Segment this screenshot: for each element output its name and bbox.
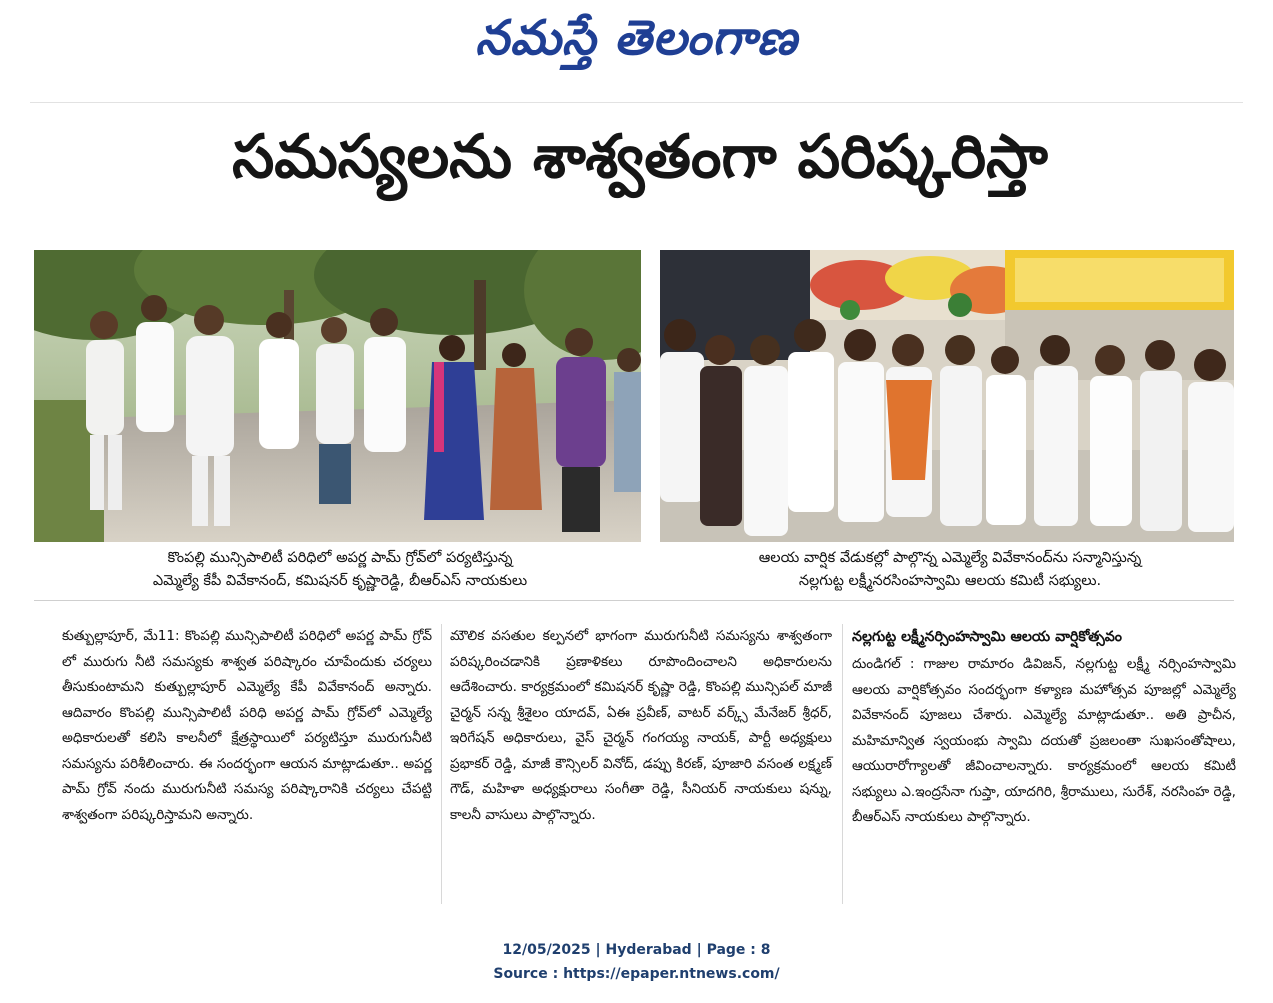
edition-info: 12/05/2025 | Hyderabad | Page : 8 (502, 942, 771, 958)
column-divider (842, 624, 843, 904)
newspaper-masthead: నమస్తే తెలంగాణ (475, 10, 798, 66)
page-footer (0, 938, 1273, 986)
caption-line: ఆలయ వార్షిక వేడుకల్లో పాల్గొన్న ఎమ్మెల్యే వివేకానంద్‌ను సన్మానిస్తున్న (758, 550, 1142, 566)
caption-divider (34, 600, 1234, 601)
photo-caption-right (680, 547, 1220, 593)
body-paragraph: కుత్బుల్లాపూర్, మే11: కొంపల్లి మున్సిపాలిటీ పరిధిలో అపర్ణ పామ్ గ్రోవ్ లో మురుగు నీటి సమస్యకు శాశ్వత పరిష్కారం చూపేందుకు చర్యలు తీసుకుంటామని కుత్బుల్లాపూర్ ఎమ్మెల్యే కేపీ వివేకానంద్ అన్నారు. ఆదివారం కొంపల్లి మున్సిపాలిటీ పరిధి అపర్ణ పామ్ గ్రోవ్‌లో ఎమ్మెల్యే అధికారులతో కలిసి కాలనీలో క్షేత్రస్థాయిలో పర్యటిస్తూ మురుగునీటి సమస్యను పరిశీలించారు. ఈ సందర్భంగా ఆయన మాట్లాడుతూ.. అపర్ణ పామ్ గ్రోవ్ నందు మురుగునీటి సమస్య పరిష్కారానికి చర్యలు చేపట్టి శాశ్వతంగా పరిష్కరిస్తామని అన్నారు. (62, 628, 432, 823)
sidebar-story-body: దుండిగల్ : గాజుల రామారం డివిజన్, నల్లగుట్ట లక్ష్మీ నర్సింహస్వామి ఆలయ వార్షికోత్సవం సందర్భంగా కళ్యాణ మహోత్సవ పూజల్లో ఎమ్మెల్యే వివేకానంద్ పూజలు చేశారు. ఎమ్మెల్యే మాట్లాడుతూ.. అతి ప్రాచీన, మహిమాన్విత స్వయంభు స్వామి దయతో ప్రజలంతా సుఖసంతోషాలు, ఆయురారోగ్యాలతో జీవించాలన్నారు. కార్యక్రమంలో ఆలయ కమిటీ సభ్యులు ఎ.ఇంద్రసేనా గుప్తా, యాదగిరి, శ్రీరాములు, సురేశ్, నరసింహ రెడ్డి, బీఆర్‌ఎస్ నాయకులు పాల్గొన్నారు. (852, 656, 1236, 825)
article-headline: సమస్యలను శాశ్వతంగా పరిష్కరిస్తా (232, 122, 1048, 192)
colony-visit-photo (34, 250, 641, 542)
caption-line: నల్లగుట్ట లక్ష్మీనరసింహస్వామి ఆలయ కమిటీ సభ్యులు. (798, 573, 1102, 589)
masthead-divider (30, 102, 1243, 103)
article-body-column-2 (450, 624, 832, 828)
body-paragraph: మౌలిక వసతుల కల్పనలో భాగంగా మురుగునీటి సమస్యను శాశ్వతంగా పరిష్కరించడానికి ప్రణాళికలు రూపొందించాలని అధికారులను ఆదేశించారు. కార్యక్రమంలో కమిషనర్ కృష్ణా రెడ్డి, కొంపల్లి మున్సిపల్ మాజీ చైర్మన్ సన్న శ్రీశైలం యాదవ్, ఏఈ ప్రవీణ్, వాటర్ వర్క్స్ మేనేజర్ శ్రీధర్, ఇరిగేషన్ అధికారులు, వైస్ చైర్మన్ గంగయ్య నాయక్, పార్టీ అధ్యక్షులు ప్రభాకర్ రెడ్డి, మాజీ కౌన్సిలర్ వినోద్, డప్పు కిరణ్, పూజారి వసంత లక్ష్మణ్ గౌడ్, మహిళా అధ్యక్షురాలు సంగీతా రెడ్డి, సీనియర్ నాయకులు షన్ను, కాలనీ వాసులు పాల్గొన్నారు. (450, 628, 832, 823)
sidebar-story-heading: నల్లగుట్ట లక్ష్మీనర్సింహస్వామి ఆలయ వార్షికోత్సవం (852, 629, 1122, 645)
photo-caption-left (60, 547, 620, 593)
sidebar-story (852, 624, 1236, 831)
temple-felicitation-photo (660, 250, 1234, 542)
caption-line: కొంపల్లి మున్సిపాలిటీ పరిధిలో అపర్ణ పామ్ గ్రోవ్‌లో పర్యటిస్తున్న (167, 550, 513, 566)
source-link[interactable]: Source : https://epaper.ntnews.com/ (493, 966, 780, 982)
caption-line: ఎమ్మెల్యే కేపీ వివేకానంద్, కమిషనర్ కృష్ణారెడ్డి, బీఆర్‌ఎస్ నాయకులు (152, 573, 528, 589)
column-divider (441, 624, 442, 904)
article-body-column-1 (62, 624, 432, 828)
